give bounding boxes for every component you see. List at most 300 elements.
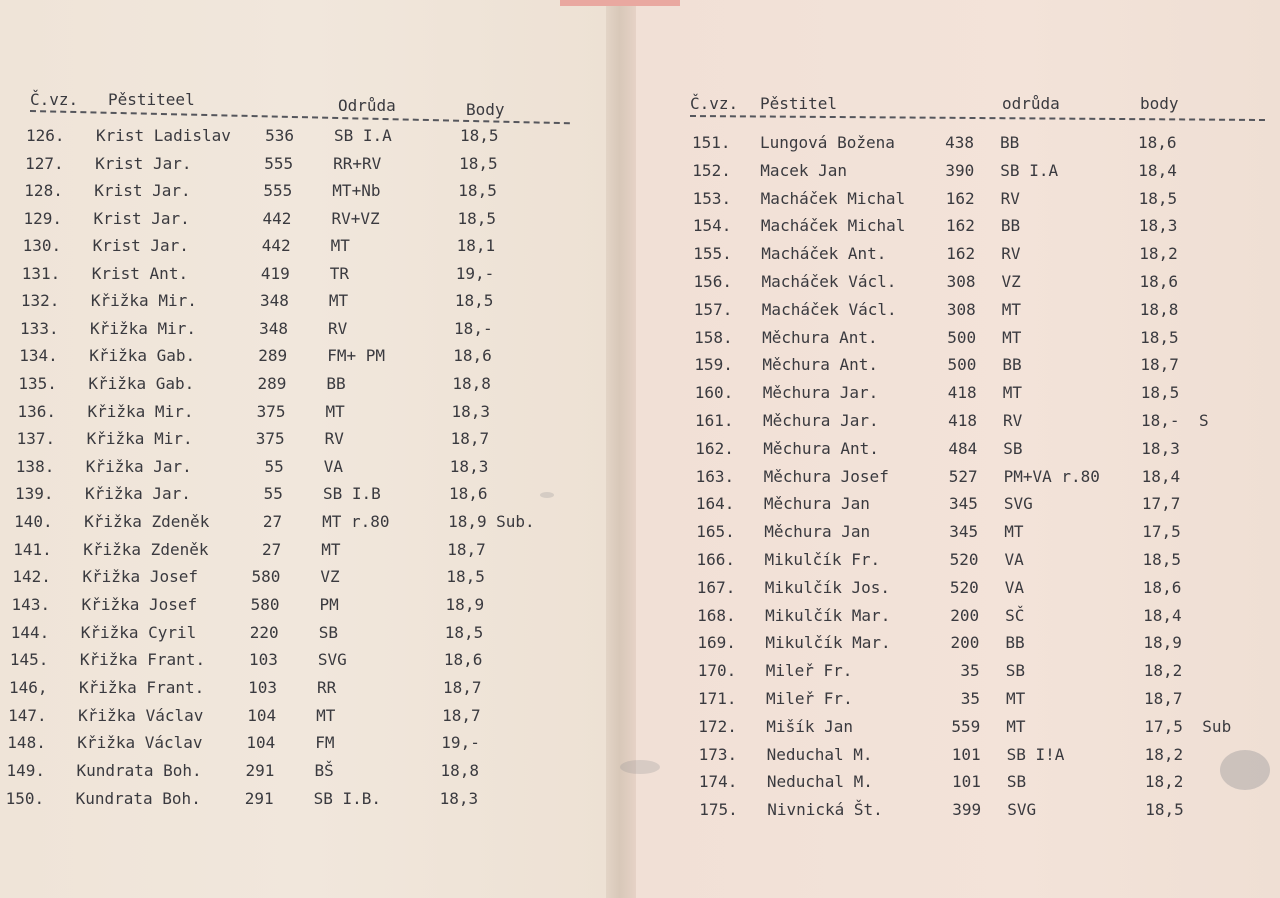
grower-id: 527 <box>948 466 978 486</box>
sample-number: 162. <box>695 438 734 458</box>
points-score: 18,2 <box>1139 244 1178 264</box>
variety-code: BB <box>1005 633 1025 653</box>
points-score: 18,4 <box>1138 160 1177 180</box>
points-score: 18,3 <box>451 401 491 421</box>
grower-name: Měchura Jan <box>763 494 870 514</box>
points-score: 17,5 <box>1142 522 1181 542</box>
sample-number: 145. <box>9 650 49 670</box>
sample-number: 146, <box>9 678 48 697</box>
points-score: 18,- <box>1141 411 1180 430</box>
sample-number: 142. <box>12 567 51 587</box>
variety-code: VA <box>1004 577 1025 597</box>
sample-number: 168. <box>697 605 736 625</box>
grower-name: Macháček Michal <box>760 216 906 236</box>
variety-code: SB I!A <box>1006 744 1065 764</box>
grower-id: 580 <box>251 567 281 587</box>
grower-id: 500 <box>947 355 977 375</box>
table-row <box>14 510 574 534</box>
variety-code: FM <box>315 733 335 753</box>
points-score: 18,- <box>454 318 493 338</box>
variety-code: SB <box>1003 438 1023 458</box>
table-row <box>8 704 568 728</box>
col-header-grower: Pěstitel <box>760 94 838 113</box>
variety-code: VZ <box>1001 272 1021 291</box>
grower-name: Mišík Jan <box>766 716 853 736</box>
grower-id: 536 <box>265 126 294 145</box>
table-row <box>698 687 1268 711</box>
variety-code: FM+ PM <box>327 346 385 366</box>
grower-id: 345 <box>949 522 979 542</box>
variety-code: SB I.B <box>322 484 381 504</box>
sample-number: 170. <box>697 661 737 681</box>
table-row <box>21 289 581 313</box>
grower-name: Křižka Josef <box>81 594 198 614</box>
points-score: 18,4 <box>1141 466 1181 486</box>
grower-id: 35 <box>960 689 980 708</box>
grower-id: 419 <box>260 263 290 283</box>
grower-name: Křižka Mir. <box>86 429 193 449</box>
grower-id: 101 <box>951 772 981 792</box>
left-header-row <box>30 88 590 119</box>
variety-code: MT <box>1002 383 1022 403</box>
grower-id: 27 <box>262 511 283 531</box>
variety-code: SB I.B. <box>313 788 382 808</box>
sample-number: 174. <box>698 772 738 792</box>
grower-id: 200 <box>950 605 980 625</box>
grower-name: Krist Jar. <box>95 153 192 173</box>
points-score: 17,7 <box>1141 494 1181 514</box>
grower-name: Křižka Mir. <box>87 401 194 421</box>
sample-number: 137. <box>16 429 56 449</box>
table-row <box>695 409 1265 433</box>
table-row <box>694 270 1264 294</box>
sample-number: 133. <box>20 318 59 338</box>
grower-id: 442 <box>262 208 292 228</box>
variety-code: RV <box>328 318 348 338</box>
sample-number: 169. <box>697 633 736 653</box>
ink-smudge <box>620 760 660 774</box>
variety-code: RV <box>1000 188 1020 208</box>
table-row <box>696 520 1266 544</box>
table-row <box>699 770 1269 794</box>
col-header-grower: Pěstiteel <box>108 90 195 109</box>
table-row <box>695 437 1265 461</box>
grower-id: 104 <box>247 705 277 725</box>
note: S <box>1199 411 1209 430</box>
col-header-variety: odrůda <box>1002 94 1060 113</box>
grower-name: Měchura Ant. <box>763 438 879 458</box>
points-score: 18,7 <box>450 429 490 449</box>
grower-id: 559 <box>951 716 981 736</box>
grower-name: Krist Jar. <box>93 208 190 228</box>
grower-name: Křižka Cyril <box>80 622 197 642</box>
sample-number: 129. <box>23 208 62 228</box>
grower-name: Měchura Jar. <box>762 383 879 403</box>
table-row <box>695 381 1265 405</box>
sample-number: 128. <box>24 181 63 201</box>
table-row <box>697 548 1267 572</box>
table-row <box>9 676 569 700</box>
grower-id: 438 <box>945 133 974 152</box>
table-row <box>692 159 1262 183</box>
variety-code: MT r.80 <box>322 511 390 531</box>
points-score: 18,9 <box>445 594 485 614</box>
table-row <box>699 743 1269 767</box>
points-score: 18,2 <box>1144 772 1184 792</box>
grower-name: Mileř Fr. <box>766 689 853 708</box>
grower-id: 104 <box>246 733 276 753</box>
grower-id: 291 <box>245 761 275 781</box>
sample-number: 158. <box>694 327 733 347</box>
grower-id: 520 <box>949 577 979 597</box>
table-row <box>696 465 1266 489</box>
sample-number: 154. <box>692 216 732 236</box>
sample-number: 155. <box>693 244 732 264</box>
grower-id: 103 <box>248 650 278 670</box>
points-score: 18,9 <box>448 511 487 531</box>
grower-name: Macháček Michal <box>760 188 906 208</box>
sample-number: 149. <box>6 761 45 781</box>
sample-number: 150. <box>5 788 45 808</box>
sample-number: 144. <box>10 622 50 642</box>
table-row <box>693 214 1263 238</box>
sample-number: 136. <box>17 401 57 421</box>
grower-name: Macháček Václ. <box>761 272 897 291</box>
grower-id: 418 <box>948 411 977 430</box>
grower-name: Křižka Zdeněk <box>83 539 209 559</box>
sample-number: 131. <box>21 263 61 283</box>
note: Sub <box>1202 716 1232 736</box>
grower-id: 345 <box>948 494 978 514</box>
grower-name: Křižka Josef <box>82 567 198 587</box>
points-score: 18,3 <box>1141 438 1180 458</box>
variety-code: BŠ <box>314 761 334 781</box>
grower-name: Krist Jar. <box>92 236 189 256</box>
points-score: 18,6 <box>1142 577 1182 597</box>
table-row <box>11 621 571 645</box>
points-score: 18,2 <box>1144 744 1184 764</box>
grower-name: Mikulčík Mar. <box>765 605 891 625</box>
points-score: 17,5 <box>1144 716 1183 736</box>
variety-code: MT <box>321 539 341 559</box>
points-score: 18,3 <box>1138 216 1178 236</box>
table-row <box>24 179 584 203</box>
table-row <box>696 492 1266 516</box>
grower-name: Mikulčík Fr. <box>764 550 881 569</box>
grower-name: Křižka Frant. <box>79 678 205 697</box>
variety-code: MT <box>325 401 345 421</box>
sample-number: 159. <box>694 355 733 375</box>
points-score: 18,3 <box>439 788 479 808</box>
points-score: 18,8 <box>452 373 491 393</box>
sample-number: 148. <box>7 733 46 753</box>
table-row <box>697 604 1267 628</box>
grower-name: Křižka Gab. <box>88 373 195 393</box>
variety-code: SČ <box>1005 605 1025 625</box>
points-score: 18,5 <box>460 126 499 145</box>
variety-code: MT <box>1001 299 1022 319</box>
points-score: 18,5 <box>1140 383 1180 403</box>
grower-id: 555 <box>263 181 293 201</box>
sample-number: 132. <box>20 291 60 311</box>
table-row <box>26 124 586 148</box>
grower-id: 162 <box>946 244 976 264</box>
variety-code: SB I.A <box>334 126 392 145</box>
sample-number: 163. <box>695 466 735 486</box>
sample-number: 160. <box>694 383 734 403</box>
table-row <box>699 798 1269 822</box>
sample-number: 161. <box>695 411 734 430</box>
grower-id: 103 <box>248 678 277 697</box>
sample-number: 141. <box>13 539 52 559</box>
grower-id: 348 <box>259 291 289 311</box>
points-score: 18,1 <box>456 236 496 256</box>
points-score: 18,6 <box>1138 133 1177 152</box>
sample-number: 130. <box>22 236 62 256</box>
points-score: 18,5 <box>444 622 484 642</box>
points-score: 18,5 <box>1140 327 1179 347</box>
table-row <box>698 659 1268 683</box>
grower-id: 101 <box>951 744 981 764</box>
variety-code: TR <box>329 263 350 283</box>
table-row <box>7 731 567 755</box>
grower-id: 308 <box>946 299 976 319</box>
variety-code: MT+Nb <box>332 181 381 201</box>
grower-id: 291 <box>244 788 274 808</box>
points-score: 18,5 <box>1142 550 1182 569</box>
col-header-variety: Odrůda <box>338 96 396 115</box>
grower-id: 442 <box>261 236 291 256</box>
col-header-points: Body <box>466 100 505 119</box>
points-score: 18,7 <box>442 705 481 725</box>
variety-code: MT <box>328 291 349 311</box>
table-row <box>18 372 578 396</box>
grower-id: 200 <box>950 633 980 653</box>
sample-number: 153. <box>692 188 732 208</box>
table-row <box>20 317 580 341</box>
variety-code: SB I.A <box>1000 160 1059 180</box>
points-score: 18,7 <box>1140 355 1179 375</box>
table-row <box>23 207 583 231</box>
grower-name: Macháček Ant. <box>761 244 887 264</box>
table-row <box>10 648 570 672</box>
sample-number: 157. <box>693 299 733 319</box>
grower-id: 348 <box>259 318 289 338</box>
variety-code: SB <box>318 622 338 642</box>
table-row <box>694 298 1264 322</box>
variety-code: MT <box>330 236 350 256</box>
grower-name: Lungová Božena <box>760 133 895 152</box>
table-row <box>692 131 1262 155</box>
sample-number: 156. <box>693 272 733 291</box>
grower-name: Mikulčík Jos. <box>764 577 891 597</box>
variety-code: PM+VA r.80 <box>1003 466 1100 486</box>
grower-name: Mikulčík Mar. <box>765 633 891 653</box>
right-header-row <box>690 92 1270 116</box>
points-score: 18,7 <box>443 678 482 697</box>
table-row <box>6 759 566 783</box>
table-row <box>13 538 573 562</box>
table-row <box>22 262 582 286</box>
sample-number: 167. <box>696 577 736 597</box>
note: Sub. <box>496 511 535 531</box>
table-row <box>12 593 572 617</box>
sample-number: 173. <box>698 744 738 764</box>
variety-code: BB <box>1000 133 1020 152</box>
grower-name: Krist Ladislav <box>96 126 231 145</box>
sample-number: 152. <box>692 160 731 180</box>
sample-number: 151. <box>692 133 731 152</box>
grower-id: 399 <box>952 800 982 820</box>
variety-code: SVG <box>1003 494 1033 514</box>
points-score: 18,4 <box>1143 605 1182 625</box>
grower-id: 55 <box>264 456 284 476</box>
grower-name: Kundrata Boh. <box>76 761 202 781</box>
grower-name: Křižka Václav <box>78 705 204 725</box>
table-row <box>6 787 566 811</box>
points-score: 18,5 <box>446 567 485 587</box>
points-score: 18,8 <box>440 761 479 781</box>
table-row <box>694 353 1264 377</box>
grower-id: 162 <box>945 188 975 208</box>
points-score: 18,5 <box>454 291 494 311</box>
grower-id: 289 <box>257 373 287 393</box>
col-header-sample-no: Č.vz. <box>30 90 79 109</box>
table-row <box>693 187 1263 211</box>
col-header-points: body <box>1140 94 1179 113</box>
grower-id: 520 <box>949 550 979 569</box>
points-score: 18,6 <box>453 346 492 366</box>
points-score: 19,- <box>441 733 480 753</box>
grower-name: Křižka Gab. <box>89 346 196 366</box>
table-row <box>17 427 577 451</box>
grower-name: Křižka Zdeněk <box>84 511 210 531</box>
table-row <box>698 715 1268 739</box>
variety-code: SB <box>1006 772 1027 792</box>
variety-code: MT <box>316 705 336 725</box>
table-row <box>694 326 1264 350</box>
grower-name: Křižka Václav <box>77 733 203 753</box>
points-score: 19,- <box>455 263 495 283</box>
table-row <box>693 242 1263 266</box>
grower-name: Křižka Frant. <box>79 650 206 670</box>
variety-code: MT <box>1006 716 1026 736</box>
table-row <box>16 455 576 479</box>
grower-name: Křižka Jar. <box>85 456 192 476</box>
grower-name: Neduchal M. <box>766 744 873 764</box>
variety-code: PM <box>319 594 339 614</box>
grower-name: Křižka Mir. <box>90 291 197 311</box>
grower-name: Mileř Fr. <box>765 661 853 681</box>
variety-code: RR <box>317 678 337 697</box>
sample-number: 134. <box>19 346 58 366</box>
grower-name: Krist Ant. <box>91 263 189 283</box>
variety-code: BB <box>1000 216 1021 236</box>
table-row <box>25 152 585 176</box>
variety-code: VA <box>323 456 344 476</box>
variety-code: RV <box>324 429 344 449</box>
sample-number: 127. <box>25 153 64 173</box>
points-score: 18,5 <box>458 181 497 201</box>
table-row <box>12 565 572 589</box>
variety-code: VZ <box>320 567 340 587</box>
grower-id: 375 <box>256 401 286 421</box>
grower-id: 289 <box>258 346 288 366</box>
sample-number: 147. <box>8 705 47 725</box>
grower-name: Macek Jan <box>760 160 847 180</box>
points-score: 18,9 <box>1143 633 1182 653</box>
points-score: 18,5 <box>1138 188 1178 208</box>
grower-id: 308 <box>946 272 976 291</box>
table-row <box>697 631 1267 655</box>
grower-id: 484 <box>948 438 978 458</box>
points-score: 18,7 <box>447 539 486 559</box>
variety-code: RV <box>1003 411 1023 430</box>
points-score: 18,7 <box>1144 689 1183 708</box>
grower-name: Nivnická Št. <box>767 800 883 820</box>
variety-code: MT <box>1002 327 1022 347</box>
grower-name: Krist Jar. <box>94 181 191 201</box>
grower-id: 35 <box>960 661 980 681</box>
variety-code: MT <box>1004 522 1024 542</box>
sample-number: 143. <box>11 594 51 614</box>
col-header-sample-no: Č.vz. <box>690 94 739 113</box>
grower-id: 162 <box>945 216 975 236</box>
grower-id: 55 <box>263 484 283 504</box>
sample-number: 175. <box>699 800 738 820</box>
sample-number: 126. <box>26 126 65 145</box>
grower-id: 500 <box>947 327 977 347</box>
grower-id: 580 <box>250 594 280 614</box>
points-score: 18,6 <box>448 484 488 504</box>
grower-name: Kundrata Boh. <box>75 788 201 808</box>
points-score: 18,2 <box>1143 661 1183 681</box>
sample-number: 165. <box>696 522 735 542</box>
grower-id: 555 <box>264 153 294 173</box>
grower-name: Měchura Josef <box>763 466 889 486</box>
points-score: 18,6 <box>443 650 483 670</box>
variety-code: RV <box>1001 244 1021 264</box>
grower-name: Neduchal M. <box>766 772 873 792</box>
points-score: 18,8 <box>1139 299 1179 319</box>
sample-number: 164. <box>695 494 735 514</box>
grower-id: 390 <box>945 160 975 180</box>
grower-id: 375 <box>255 429 285 449</box>
table-row <box>19 344 579 368</box>
table-row <box>15 482 575 506</box>
sample-number: 138. <box>15 456 55 476</box>
table-row <box>697 576 1267 600</box>
table-row <box>18 400 578 424</box>
variety-code: RV+VZ <box>331 208 380 228</box>
variety-code: SVG <box>1007 800 1037 820</box>
variety-code: SVG <box>317 650 347 670</box>
grower-id: 418 <box>947 383 977 403</box>
sample-number: 135. <box>18 373 57 393</box>
points-score: 18,5 <box>459 153 498 173</box>
sample-number: 172. <box>698 716 737 736</box>
sample-number: 140. <box>14 511 53 531</box>
grower-name: Křižka Mir. <box>90 318 197 338</box>
variety-code: SB <box>1005 661 1025 681</box>
sample-number: 139. <box>14 484 54 504</box>
sample-number: 171. <box>698 689 737 708</box>
variety-code: BB <box>1002 355 1022 375</box>
sample-number: 166. <box>696 550 736 569</box>
table-row <box>23 234 583 258</box>
points-score: 18,3 <box>449 456 489 476</box>
points-score: 18,5 <box>1145 800 1184 820</box>
